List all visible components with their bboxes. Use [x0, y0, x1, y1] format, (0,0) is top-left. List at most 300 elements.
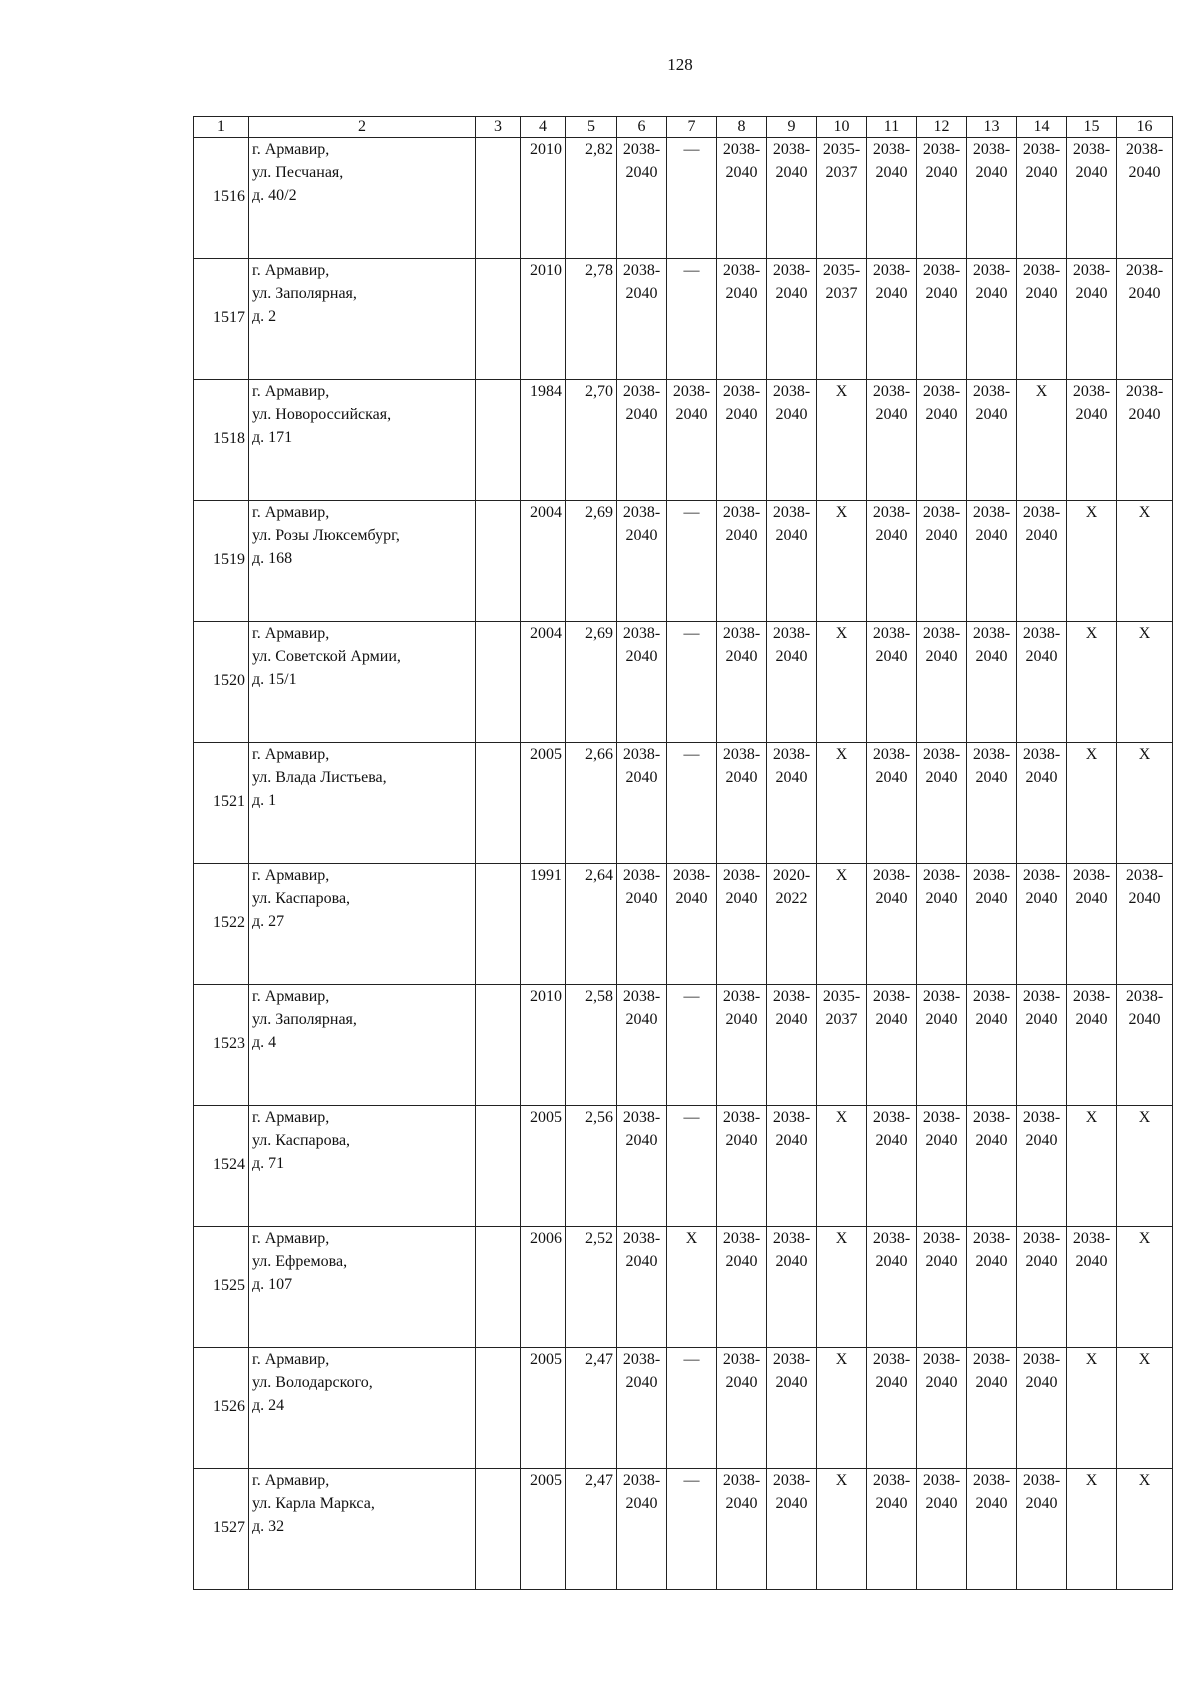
cell-line: 2038-	[1022, 1472, 1061, 1489]
period-cell	[967, 985, 1017, 1106]
period-cell	[817, 1227, 867, 1348]
cell-line: 2040	[925, 1132, 958, 1149]
cell-line: X	[1138, 1472, 1151, 1489]
address-cell	[249, 1469, 476, 1590]
period-cell	[1017, 501, 1067, 622]
period-cell	[917, 501, 967, 622]
row-number-cell: 1523	[194, 985, 249, 1106]
cell-line: г. Армавир,	[252, 1230, 330, 1247]
period-cell	[917, 1227, 967, 1348]
cell-line: 2038-	[922, 504, 961, 521]
col3-cell	[476, 864, 521, 985]
period-cell	[967, 1106, 1017, 1227]
period-cell	[1117, 622, 1173, 743]
cell-line: 2040	[875, 1132, 908, 1149]
period-cell	[667, 864, 717, 985]
cell-line: 2038-	[1125, 988, 1164, 1005]
column-header: 14	[1017, 117, 1067, 138]
cell-line: 2040	[1025, 527, 1058, 544]
cell-line: 2040	[1128, 164, 1161, 181]
cell-line: X	[1085, 504, 1098, 521]
cell-line: г. Армавир,	[252, 988, 330, 1005]
period-cell	[967, 622, 1017, 743]
cell-line: ул. Песчаная,	[252, 164, 344, 181]
cell-line: 2040	[875, 1253, 908, 1270]
cell-line: 2038-	[772, 1351, 811, 1368]
value-cell: 2,66	[566, 743, 617, 864]
cell-line: 2040	[975, 285, 1008, 302]
cell-line: 2038-	[1022, 262, 1061, 279]
period-cell	[1067, 1348, 1117, 1469]
period-cell	[767, 985, 817, 1106]
cell-line: 2040	[1075, 890, 1108, 907]
cell-line: г. Армавир,	[252, 504, 330, 521]
column-header: 8	[717, 117, 767, 138]
cell-line: 2038-	[872, 141, 911, 158]
period-cell	[967, 380, 1017, 501]
cell-line: 2035-	[822, 988, 861, 1005]
period-cell	[867, 501, 917, 622]
period-cell	[917, 138, 967, 259]
cell-line: ул. Каспарова,	[252, 890, 351, 907]
address-cell	[249, 622, 476, 743]
cell-line: 2038-	[722, 625, 761, 642]
cell-line: 2038-	[922, 988, 961, 1005]
row-number-cell: 1518	[194, 380, 249, 501]
period-cell	[867, 259, 917, 380]
value-cell: 2,78	[566, 259, 617, 380]
column-header: 11	[867, 117, 917, 138]
cell-line: 2038-	[1072, 867, 1111, 884]
period-cell	[967, 1469, 1017, 1590]
period-cell	[1117, 985, 1173, 1106]
cell-line: 2038-	[872, 1230, 911, 1247]
cell-line: X	[1085, 1351, 1098, 1368]
cell-line: 2038-	[622, 141, 661, 158]
cell-line: 2038-	[1022, 988, 1061, 1005]
cell-line: 2038-	[772, 988, 811, 1005]
year-cell: 1991	[521, 864, 566, 985]
period-cell	[967, 1348, 1017, 1469]
cell-line: X	[1138, 504, 1151, 521]
period-cell	[867, 622, 917, 743]
cell-line: 2038-	[772, 746, 811, 763]
row-number-cell: 1525	[194, 1227, 249, 1348]
row-number-cell: 1522	[194, 864, 249, 985]
cell-line: 2040	[975, 769, 1008, 786]
cell-line: 2040	[1075, 406, 1108, 423]
period-cell	[867, 1106, 917, 1227]
cell-line: 2040	[775, 1253, 808, 1270]
address-cell	[249, 501, 476, 622]
period-cell	[1117, 501, 1173, 622]
table-row	[194, 259, 1173, 380]
address-cell	[249, 985, 476, 1106]
col3-cell	[476, 622, 521, 743]
cell-line: д. 171	[252, 429, 293, 446]
cell-line: ул. Заполярная,	[252, 1011, 357, 1028]
period-cell	[1067, 622, 1117, 743]
cell-line: 2040	[725, 406, 758, 423]
cell-line: 2038-	[1072, 988, 1111, 1005]
table-row	[194, 138, 1173, 259]
period-cell	[1067, 864, 1117, 985]
cell-line: 2040	[1128, 890, 1161, 907]
cell-line: 2040	[1128, 406, 1161, 423]
cell-line: 2040	[1025, 1495, 1058, 1512]
period-cell	[667, 1106, 717, 1227]
period-cell	[867, 1227, 917, 1348]
cell-line: 2038-	[622, 988, 661, 1005]
period-cell	[717, 1106, 767, 1227]
period-cell	[1017, 1469, 1067, 1590]
cell-line: г. Армавир,	[252, 1109, 330, 1126]
cell-line: 2038-	[872, 1109, 911, 1126]
cell-line: —	[683, 504, 700, 521]
period-cell	[967, 501, 1017, 622]
header-row	[194, 117, 1173, 138]
period-cell	[767, 743, 817, 864]
cell-line: 2040	[875, 285, 908, 302]
period-cell	[667, 380, 717, 501]
period-cell	[867, 864, 917, 985]
cell-line: г. Армавир,	[252, 625, 330, 642]
address-cell	[249, 138, 476, 259]
year-cell: 2005	[521, 1106, 566, 1227]
period-cell	[1017, 138, 1067, 259]
cell-line: ул. Розы Люксембург,	[252, 527, 400, 544]
cell-line: ул. Влада Листьева,	[252, 769, 387, 786]
cell-line: —	[683, 988, 700, 1005]
period-cell	[1117, 259, 1173, 380]
table-row	[194, 1227, 1173, 1348]
cell-line: 2040	[975, 1253, 1008, 1270]
cell-line: 2040	[725, 1495, 758, 1512]
value-cell: 2,47	[566, 1469, 617, 1590]
cell-line: 2040	[625, 285, 658, 302]
period-cell	[1067, 1227, 1117, 1348]
cell-line: 2038-	[872, 1351, 911, 1368]
period-cell	[1117, 1106, 1173, 1227]
cell-line: 2040	[925, 1374, 958, 1391]
cell-line: 2038-	[972, 383, 1011, 400]
period-cell	[717, 1348, 767, 1469]
row-number-cell: 1527	[194, 1469, 249, 1590]
cell-line: 2040	[925, 1495, 958, 1512]
column-header: 12	[917, 117, 967, 138]
address-cell	[249, 259, 476, 380]
cell-line: 2040	[1025, 1011, 1058, 1028]
year-cell: 2004	[521, 622, 566, 743]
cell-line: 2038-	[972, 504, 1011, 521]
cell-line: 2038-	[1125, 383, 1164, 400]
period-cell	[667, 1469, 717, 1590]
cell-line: г. Армавир,	[252, 746, 330, 763]
cell-line: X	[685, 1230, 698, 1247]
column-header: 13	[967, 117, 1017, 138]
period-cell	[1017, 864, 1067, 985]
cell-line: 2040	[925, 648, 958, 665]
cell-line: 2040	[725, 1374, 758, 1391]
cell-line: 2038-	[1022, 1230, 1061, 1247]
period-cell	[617, 985, 667, 1106]
cell-line: 2038-	[922, 141, 961, 158]
cell-line: д. 71	[252, 1155, 285, 1172]
year-cell: 2004	[521, 501, 566, 622]
period-cell	[917, 864, 967, 985]
period-cell	[1117, 1348, 1173, 1469]
cell-line: 2040	[1128, 285, 1161, 302]
cell-line: 2022	[775, 890, 808, 907]
cell-line: 2038-	[622, 867, 661, 884]
period-cell	[717, 1227, 767, 1348]
cell-line: 2040	[725, 890, 758, 907]
year-cell: 1984	[521, 380, 566, 501]
cell-line: д. 24	[252, 1397, 285, 1414]
cell-line: 2038-	[622, 1230, 661, 1247]
period-cell	[617, 1106, 667, 1227]
cell-line: д. 27	[252, 913, 285, 930]
period-cell	[767, 1106, 817, 1227]
period-cell	[1017, 380, 1067, 501]
cell-line: 2038-	[1022, 1109, 1061, 1126]
cell-line: 2040	[725, 1132, 758, 1149]
cell-line: 2040	[875, 890, 908, 907]
cell-line: 2038-	[1072, 1230, 1111, 1247]
period-cell	[667, 622, 717, 743]
period-cell	[817, 864, 867, 985]
cell-line: 2038-	[772, 504, 811, 521]
period-cell	[867, 138, 917, 259]
cell-line: 2040	[975, 1374, 1008, 1391]
cell-line: 2040	[625, 769, 658, 786]
period-cell	[917, 1106, 967, 1227]
cell-line: 2040	[875, 1374, 908, 1391]
period-cell	[667, 985, 717, 1106]
period-cell	[717, 138, 767, 259]
cell-line: 2040	[775, 1132, 808, 1149]
cell-line: 2038-	[922, 262, 961, 279]
cell-line: д. 4	[252, 1034, 277, 1051]
column-header: 7	[667, 117, 717, 138]
cell-line: г. Армавир,	[252, 1351, 330, 1368]
cell-line: г. Армавир,	[252, 1472, 330, 1489]
cell-line: 2040	[875, 406, 908, 423]
period-cell	[717, 501, 767, 622]
cell-line: 2038-	[722, 1351, 761, 1368]
period-cell	[667, 743, 717, 864]
column-header: 3	[476, 117, 521, 138]
cell-line: 2038-	[722, 504, 761, 521]
period-cell	[967, 864, 1017, 985]
cell-line: 2040	[875, 769, 908, 786]
cell-line: —	[683, 1351, 700, 1368]
table-row	[194, 1348, 1173, 1469]
cell-line: 2038-	[772, 1472, 811, 1489]
cell-line: 2040	[775, 769, 808, 786]
cell-line: 2038-	[1125, 867, 1164, 884]
table-row	[194, 743, 1173, 864]
cell-line: X	[1138, 1351, 1151, 1368]
cell-line: 2038-	[1022, 625, 1061, 642]
cell-line: 2038-	[972, 1109, 1011, 1126]
cell-line: 2040	[1025, 1374, 1058, 1391]
period-cell	[617, 1348, 667, 1469]
cell-line: 2020-	[772, 867, 811, 884]
cell-line: 2040	[625, 164, 658, 181]
period-cell	[917, 1469, 967, 1590]
period-cell	[1017, 743, 1067, 864]
period-cell	[717, 864, 767, 985]
cell-line: X	[1138, 1230, 1151, 1247]
cell-line: X	[835, 625, 848, 642]
col3-cell	[476, 985, 521, 1106]
cell-line: 2038-	[622, 504, 661, 521]
cell-line: 2038-	[1022, 504, 1061, 521]
cell-line: X	[1085, 746, 1098, 763]
cell-line: 2038-	[772, 262, 811, 279]
cell-line: 2040	[775, 648, 808, 665]
cell-line: 2040	[725, 164, 758, 181]
cell-line: X	[1035, 383, 1048, 400]
period-cell	[767, 1348, 817, 1469]
cell-line: 2038-	[922, 1351, 961, 1368]
cell-line: 2038-	[722, 1109, 761, 1126]
cell-line: 2038-	[872, 383, 911, 400]
col3-cell	[476, 259, 521, 380]
column-header: 9	[767, 117, 817, 138]
period-cell	[817, 259, 867, 380]
period-cell	[1067, 1106, 1117, 1227]
cell-line: 2038-	[972, 1230, 1011, 1247]
cell-line: д. 1	[252, 792, 277, 809]
period-cell	[717, 259, 767, 380]
cell-line: 2040	[975, 527, 1008, 544]
period-cell	[717, 743, 767, 864]
period-cell	[1067, 985, 1117, 1106]
cell-line: 2040	[875, 527, 908, 544]
period-cell	[917, 380, 967, 501]
page-number: 128	[667, 55, 693, 74]
period-cell	[817, 1106, 867, 1227]
cell-line: 2038-	[922, 1109, 961, 1126]
cell-line: X	[1085, 1109, 1098, 1126]
period-cell	[717, 622, 767, 743]
cell-line: 2038-	[1072, 141, 1111, 158]
cell-line: 2037	[825, 1011, 858, 1028]
cell-line: —	[683, 1109, 700, 1126]
cell-line: 2038-	[722, 867, 761, 884]
value-cell: 2,47	[566, 1348, 617, 1469]
period-cell	[867, 743, 917, 864]
table-row	[194, 1106, 1173, 1227]
period-cell	[817, 743, 867, 864]
cell-line: 2040	[975, 648, 1008, 665]
period-cell	[1017, 622, 1067, 743]
period-cell	[617, 138, 667, 259]
cell-line: 2038-	[672, 867, 711, 884]
cell-line: 2040	[1025, 769, 1058, 786]
cell-line: ул. Ефремова,	[252, 1253, 348, 1270]
period-cell	[917, 743, 967, 864]
period-cell	[767, 622, 817, 743]
cell-line: ул. Каспарова,	[252, 1132, 351, 1149]
cell-line: 2038-	[922, 867, 961, 884]
cell-line: 2040	[925, 1011, 958, 1028]
period-cell	[1117, 743, 1173, 864]
cell-line: г. Армавир,	[252, 867, 330, 884]
period-cell	[1067, 501, 1117, 622]
value-cell: 2,69	[566, 622, 617, 743]
cell-line: —	[683, 1472, 700, 1489]
value-cell: 2,82	[566, 138, 617, 259]
cell-line: 2038-	[1072, 262, 1111, 279]
period-cell	[617, 380, 667, 501]
year-cell: 2010	[521, 138, 566, 259]
address-cell	[249, 1227, 476, 1348]
year-cell: 2005	[521, 1469, 566, 1590]
period-cell	[1117, 864, 1173, 985]
cell-line: 2037	[825, 285, 858, 302]
cell-line: 2038-	[922, 1472, 961, 1489]
cell-line: 2040	[725, 527, 758, 544]
cell-line: 2040	[875, 1495, 908, 1512]
cell-line: 2038-	[972, 746, 1011, 763]
cell-line: 2037	[825, 164, 858, 181]
row-number-cell: 1521	[194, 743, 249, 864]
period-cell	[1017, 1227, 1067, 1348]
period-cell	[667, 1348, 717, 1469]
period-cell	[817, 985, 867, 1106]
cell-line: 2040	[1075, 1253, 1108, 1270]
col3-cell	[476, 743, 521, 864]
cell-line: 2038-	[772, 141, 811, 158]
cell-line: 2040	[775, 406, 808, 423]
cell-line: 2040	[775, 1011, 808, 1028]
period-cell	[667, 138, 717, 259]
cell-line: 2040	[625, 1132, 658, 1149]
cell-line: 2038-	[872, 1472, 911, 1489]
cell-line: 2040	[875, 1011, 908, 1028]
cell-line: 2040	[1075, 164, 1108, 181]
cell-line: 2040	[775, 527, 808, 544]
period-cell	[617, 622, 667, 743]
cell-line: X	[835, 746, 848, 763]
cell-line: —	[683, 746, 700, 763]
col3-cell	[476, 380, 521, 501]
cell-line: д. 168	[252, 550, 293, 567]
period-cell	[867, 380, 917, 501]
cell-line: 2040	[625, 890, 658, 907]
period-cell	[917, 259, 967, 380]
period-cell	[867, 1348, 917, 1469]
cell-line: X	[835, 383, 848, 400]
col3-cell	[476, 1469, 521, 1590]
cell-line: 2038-	[1022, 1351, 1061, 1368]
period-cell	[817, 380, 867, 501]
cell-line: ул. Заполярная,	[252, 285, 357, 302]
row-number-cell: 1524	[194, 1106, 249, 1227]
column-header: 5	[566, 117, 617, 138]
cell-line: 2038-	[1022, 867, 1061, 884]
cell-line: X	[835, 504, 848, 521]
table-body	[194, 138, 1173, 1590]
period-cell	[767, 1227, 817, 1348]
address-cell	[249, 743, 476, 864]
period-cell	[767, 501, 817, 622]
address-cell	[249, 864, 476, 985]
column-header: 4	[521, 117, 566, 138]
